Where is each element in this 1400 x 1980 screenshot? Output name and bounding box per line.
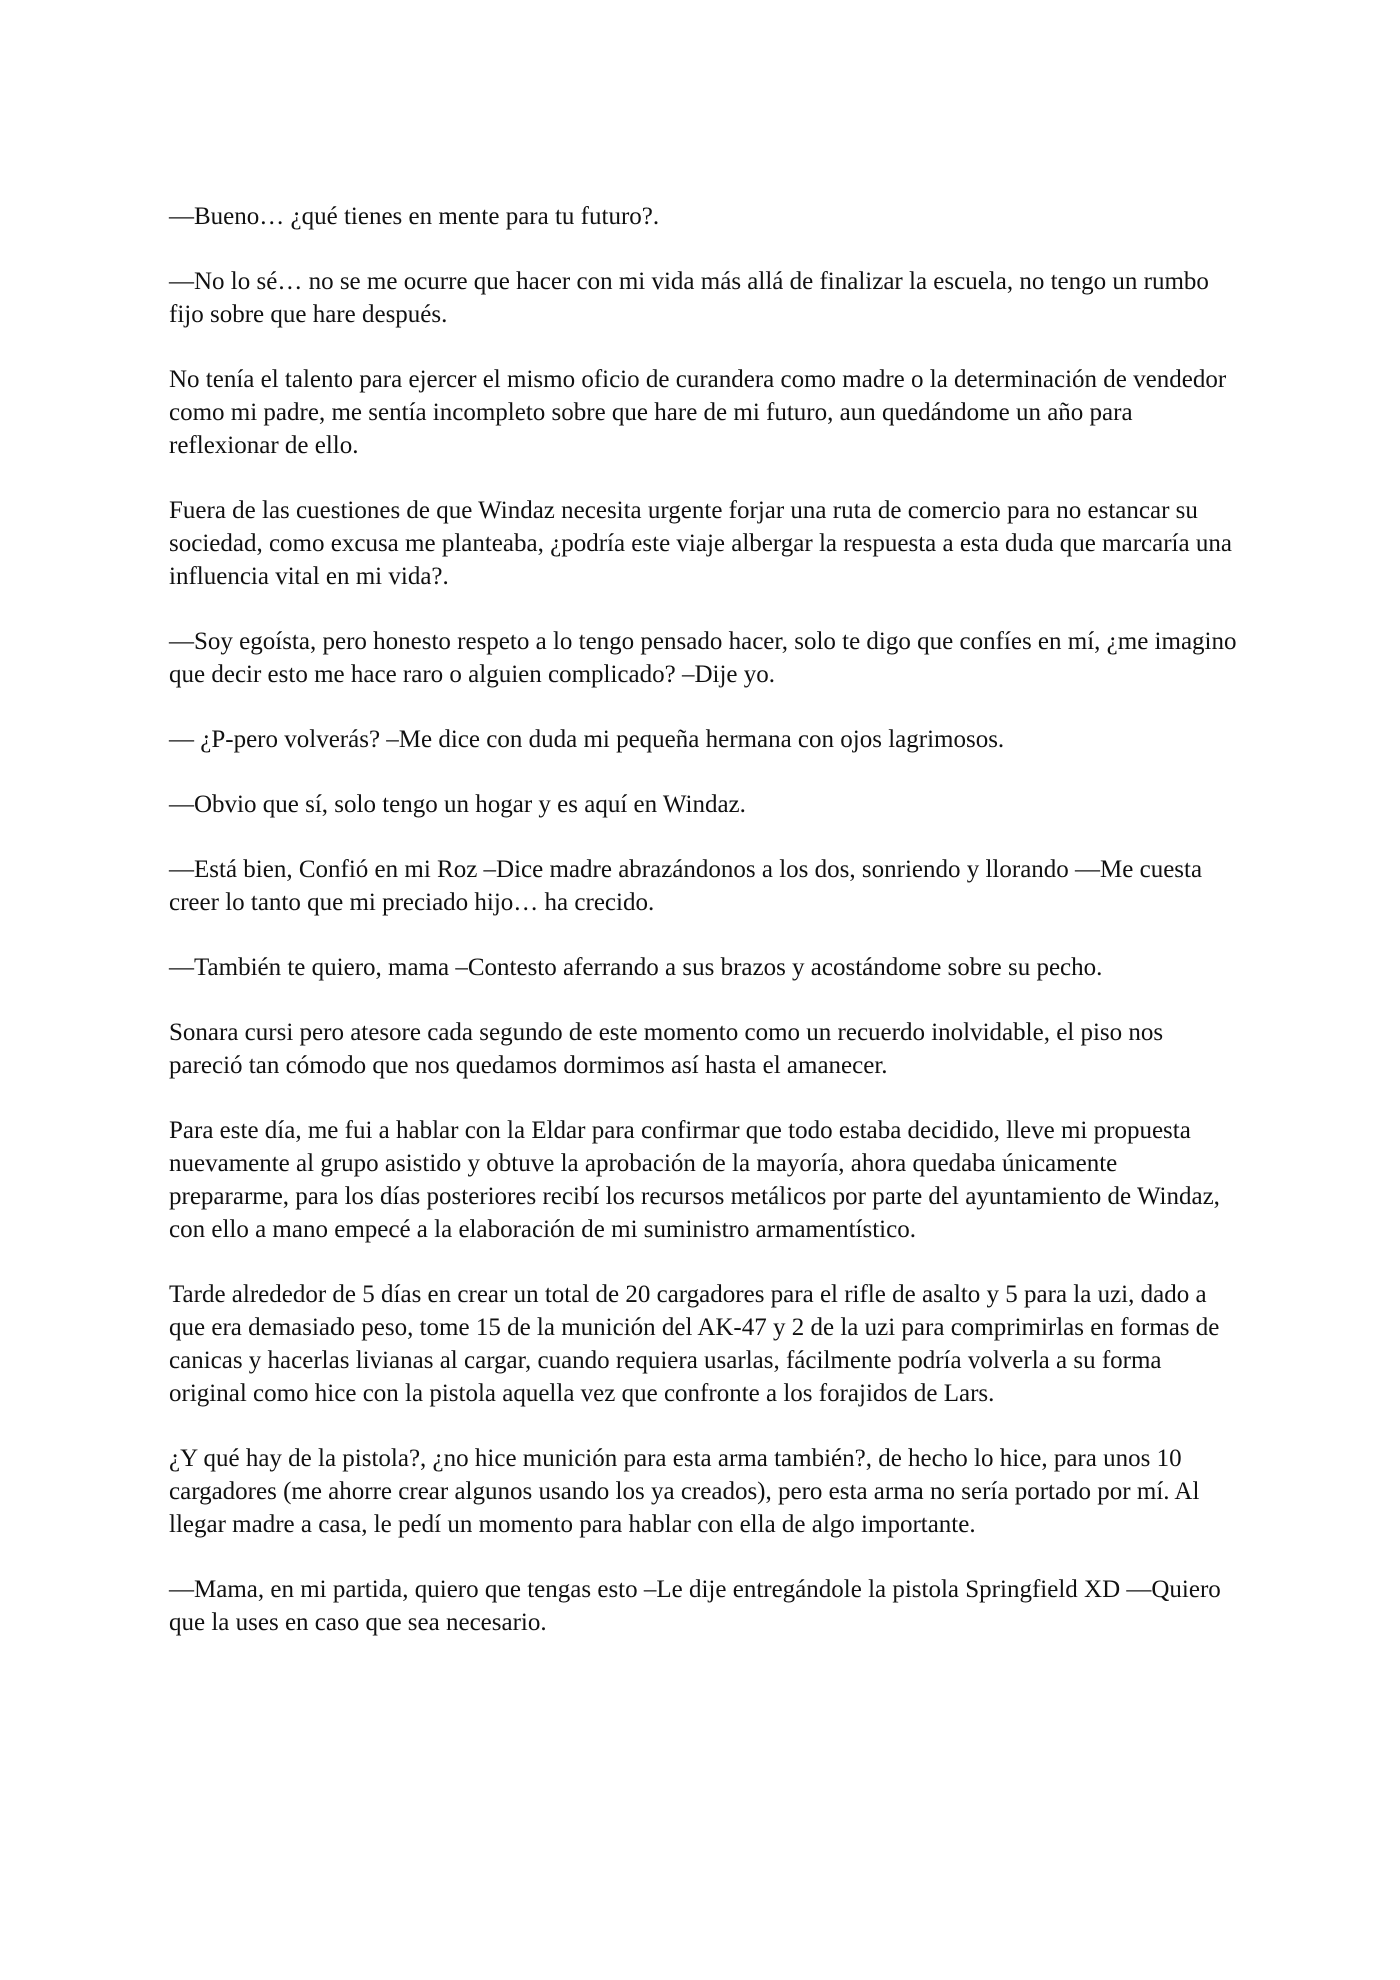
paragraph: —Mama, en mi partida, quiero que tengas esto –Le dije entregándole la pistola Springfield XD —Quiero que la uses en caso que sea necesario. (169, 1576, 1221, 1636)
paragraph: —Está bien, Confió en mi Roz –Dice madre abrazándonos a los dos, sonriendo y llorando —Me cuesta creer lo tanto que mi preciado hijo… ha crecido. (169, 856, 1203, 916)
paragraph: — ¿P-pero volverás? –Me dice con duda mi pequeña hermana con ojos lagrimosos. (169, 726, 1005, 753)
paragraph: No tenía el talento para ejercer el mismo oficio de curandera como madre o la determinación de vendedor como mi padre, me sentía incompleto sobre que hare de mi futuro, aun quedándome un año para reflexionar de ello. (169, 366, 1227, 459)
paragraph: —Bueno… ¿qué tienes en mente para tu futuro?. (169, 203, 660, 230)
paragraph: —Soy egoísta, pero honesto respeto a lo tengo pensado hacer, solo te digo que confíes en mí, ¿me imagino que decir esto me hace raro o alguien complicado? –Dije yo. (169, 628, 1237, 688)
paragraph: —Obvio que sí, solo tengo un hogar y es aquí en Windaz. (169, 791, 746, 818)
paragraph: Fuera de las cuestiones de que Windaz necesita urgente forjar una ruta de comercio para no estancar su sociedad, como excusa me planteaba, ¿podría este viaje albergar la respuesta a esta duda que marcaría una influencia vital en mi vida?. (169, 497, 1232, 590)
paragraph: Para este día, me fui a hablar con la Eldar para confirmar que todo estaba decidido, lleve mi propuesta nuevamente al grupo asistido y obtuve la aprobación de la mayoría, ahora quedaba únicamente prepararme, para los días posteriores recibí los recursos metálicos por parte del ayuntamiento de Windaz, con ello a mano empecé a la elaboración de mi suministro armamentístico. (169, 1117, 1220, 1243)
document-body (169, 200, 1239, 1671)
paragraph: —También te quiero, mama –Contesto aferrando a sus brazos y acostándome sobre su pecho. (169, 954, 1103, 981)
paragraph: Tarde alrededor de 5 días en crear un total de 20 cargadores para el rifle de asalto y 5 para la uzi, dado a que era demasiado peso, tome 15 de la munición del AK-47 y 2 de la uzi para comprimirlas en formas de canicas y hacerlas livianas al cargar, cuando requiera usarlas, fácilmente podría volverla a su forma original como hice con la pistola aquella vez que confronte a los forajidos de Lars. (169, 1281, 1220, 1407)
paragraph: Sonara cursi pero atesore cada segundo de este momento como un recuerdo inolvidable, el piso nos pareció tan cómodo que nos quedamos dormimos así hasta el amanecer. (169, 1019, 1164, 1079)
paragraph: —No lo sé… no se me ocurre que hacer con mi vida más allá de finalizar la escuela, no tengo un rumbo fijo sobre que hare después. (169, 268, 1209, 328)
paragraph: ¿Y qué hay de la pistola?, ¿no hice munición para esta arma también?, de hecho lo hice, para unos 10 cargadores (me ahorre crear algunos usando los ya creados), pero esta arma no sería portado por mí. Al llegar madre a casa, le pedí un momento para hablar con ella de algo importante. (169, 1445, 1200, 1538)
